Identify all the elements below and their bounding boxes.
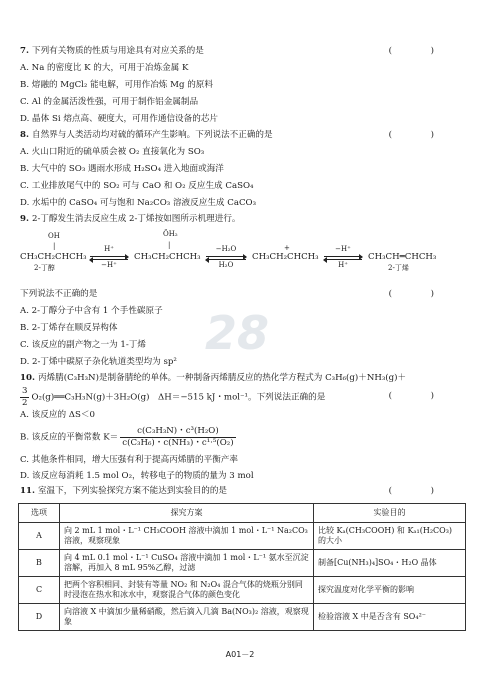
protonated-alcohol-formula: CH₃CH₂CHCH₃ [134,252,201,262]
q10-option-c: C. 其他条件相同，增大压强有利于提高丙烯腈的平衡产率 [20,455,238,465]
q8-option-a: A. 火山口附近的硫单质会被 O₂ 直接氧化为 SO₃ [20,147,205,157]
row-purpose: 探究温度对化学平衡的影响 [314,577,466,604]
oh-group: OH [48,232,60,240]
question-number: 11. [20,486,35,496]
q10-option-b [20,426,238,448]
equilibrium-arrow-3: −H⁺ H⁺ [324,254,362,268]
question-7-stem [20,46,204,57]
row-option: C [19,577,60,604]
header-option: 选项 [19,504,60,523]
question-number: 9. [20,214,29,224]
answer-bracket: ( ) [388,391,452,401]
butene-formula: CH₃CH═CHCH₃ [368,252,437,262]
table-row [19,550,466,577]
header-plan: 探究方案 [60,504,314,523]
table-row [19,604,466,631]
bond-mark: | [168,241,171,249]
question-11-stem [20,486,227,497]
q7-option-d: D. 晶体 Si 熔点高、硬度大，可用作通信设备的芯片 [20,114,219,124]
oxonium-group: ÖH₂ [163,230,178,238]
question-text: 2-丁醇发生消去反应生成 2-丁烯按如图所示机理进行。 [31,214,241,224]
bond-mark: | [53,242,56,250]
row-purpose: 比较 Kₐ(CH₃COOH) 和 Kₐ₁(H₂CO₃) 的大小 [314,523,466,550]
q9-option-c: C. 该反应的副产物之一为 1-丁烯 [20,340,146,350]
row-plan: 向溶液 X 中滴加少量稀硝酸，然后滴入几滴 Ba(NO₃)₂ 溶液，观察现象 [60,604,314,631]
row-option: A [19,523,60,550]
question-8-stem [20,130,273,141]
butanol-label: 2-丁醇 [34,264,55,272]
q9-subquestion: 下列说法不正确的是 [20,289,98,299]
answer-bracket: ( ) [388,289,452,299]
row-purpose: 制备[Cu(NH₃)₄]SO₄・H₂O 晶体 [314,550,466,577]
q10-option-a: A. 该反应的 ΔS＜0 [20,410,95,420]
watermark-logo: 28 [205,306,270,360]
answer-bracket: ( ) [388,130,452,140]
row-purpose: 检验溶液 X 中是否含有 SO₄²⁻ [314,604,466,631]
option-b-prefix: B. 该反应的平衡常数 K＝ [20,432,119,443]
equilibrium-arrow-2: −H₂O H₂O [206,254,246,268]
q7-option-a: A. Na 的密度比 K 的大，可用于冶炼金属 K [20,63,189,73]
question-text: 下列有关物质的性质与用途具有对应关系的是 [31,46,204,56]
q8-option-d: D. 水垢中的 CaSO₄ 可与饱和 Na₂CO₃ 溶液反应生成 CaCO₃ [20,198,257,208]
question-text: 丙烯腈(C₃H₃N)是制备腈纶的单体。一种制备丙烯腈反应的热化学方程式为 C₃H₆(g)＋NH₃(g)＋ [37,373,407,383]
question-9-stem [20,214,241,225]
equilibrium-constant-fraction: $\frac{\text{c(C₃H₃N)・c³(H₂O)}}{\text{c(C₃H₆)・c(NH₃)・c¹·⁵(O₂)}}$ [122,426,234,448]
q8-option-b: B. 大气中的 SO₃ 遇雨水形成 H₂SO₄ 进入地面或海洋 [20,164,224,174]
q9-option-d: D. 2-丁烯中碳原子杂化轨道类型均为 sp² [20,357,177,367]
carbocation-formula: CH₃CH₂CHCH₃ [252,252,319,262]
table-row [19,577,466,604]
question-text: 自然界与人类活动均对硫的循环产生影响。下列说法不正确的是 [31,130,273,140]
question-text: 室温下，下列实验探究方案不能达到实验目的的是 [37,486,228,496]
table-row [19,523,466,550]
table-header-row [19,504,466,523]
row-option: B [19,550,60,577]
question-number: 7. [20,46,29,56]
q9-option-b: B. 2-丁烯存在顺反异构体 [20,323,118,333]
row-plan: 向 2 mL 1 mol・L⁻¹ CH₃COOH 溶液中滴加 1 mol・L⁻¹ Na₂CO₃ 溶液，观察现象 [60,523,314,550]
q8-option-c: C. 工业排放尾气中的 SO₂ 可与 CaO 和 O₂ 反应生成 CaSO₄ [20,181,254,191]
butene-label: 2-丁烯 [388,264,409,272]
row-plan: 向 4 mL 0.1 mol・L⁻¹ CuSO₄ 溶液中滴加 1 mol・L⁻¹ 氨水至沉淀溶解，再加入 8 mL 95%乙醇，过滤 [60,550,314,577]
header-purpose: 实验目的 [314,504,466,523]
question-10-stem [20,373,466,384]
positive-charge: + [284,244,290,252]
page-number: A01－2 [225,650,255,659]
answer-bracket: ( ) [388,46,452,56]
reaction-mechanism [20,230,460,282]
q9-option-a: A. 2-丁醇分子中含有 1 个手性碳原子 [20,306,163,316]
equation-text: O₂(g)══C₃H₃N(g)＋3H₂O(g) ΔH＝−515 kJ・mol⁻¹。下列说法正确的是 [31,392,326,403]
row-plan: 把两个容积相同、封装有等量 NO₂ 和 N₂O₄ 混合气体的烧瓶分别同时浸泡在热水和冰水中，观察混合气体的颜色变化 [60,577,314,604]
question-number: 8. [20,130,29,140]
answer-bracket: ( ) [388,486,452,496]
question-10-equation [18,386,325,408]
coefficient-fraction: $\frac{3}{2}$ [22,386,28,408]
row-option: D [19,604,60,631]
question-number: 10. [20,373,35,383]
q10-option-d: D. 该反应每消耗 1.5 mol O₂，转移电子的物质的量为 3 mol [20,471,254,481]
q7-option-b: B. 熔融的 MgCl₂ 能电解，可用作冶炼 Mg 的原料 [20,80,213,90]
q7-option-c: C. Al 的金属活泼性强，可用于制作铝金属制品 [20,97,199,107]
equilibrium-arrow-1: H⁺ −H⁺ [90,254,128,268]
butanol-formula: CH₃CH₂CHCH₃ [20,252,87,262]
experiment-table [18,503,466,631]
